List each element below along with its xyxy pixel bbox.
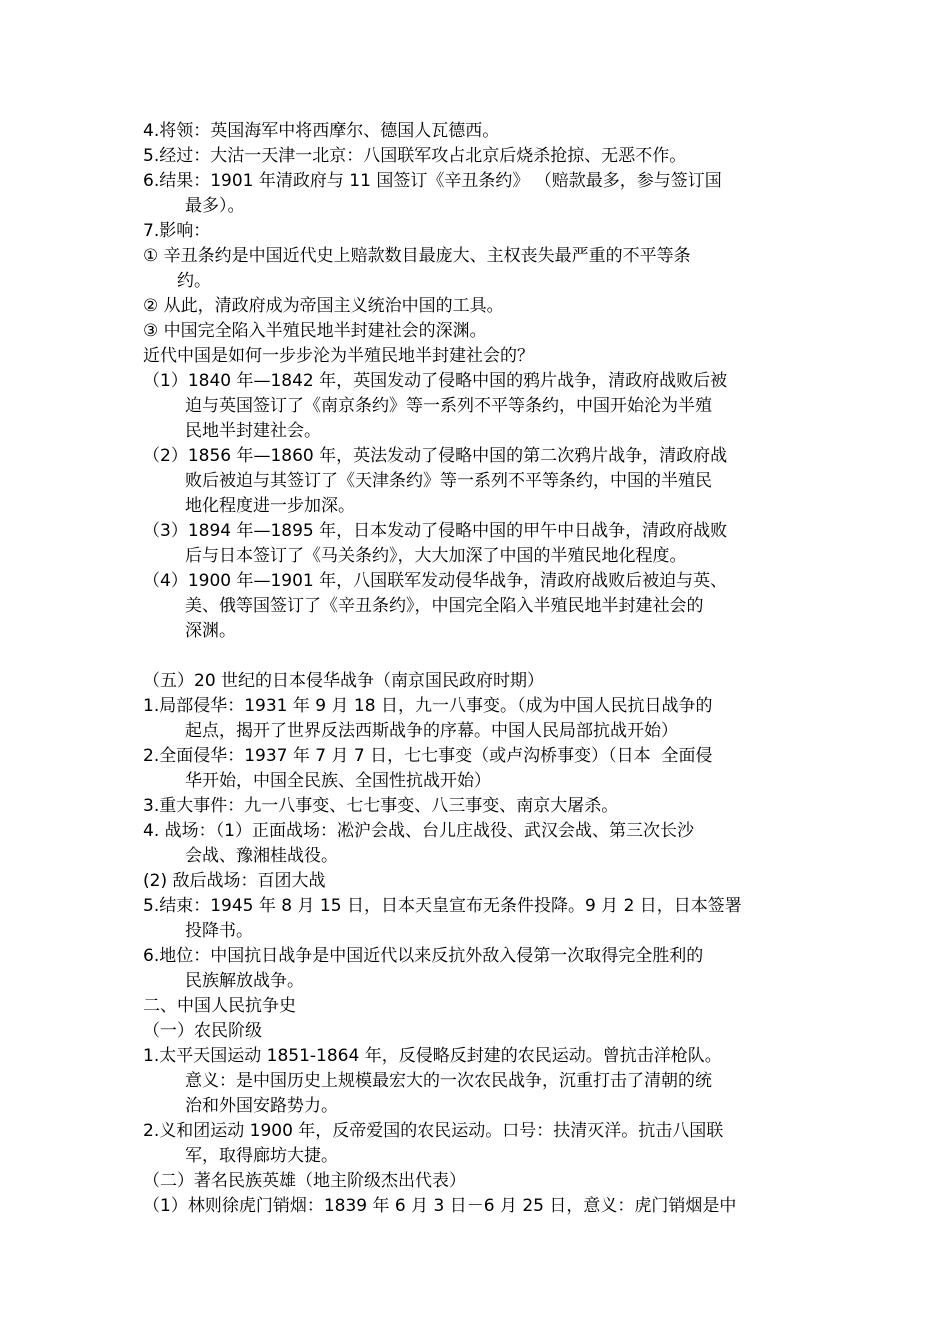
text-line: 军，取得廊坊大捷。 (185, 1146, 338, 1166)
text-line: 迫与英国签订了《南京条约》等一系列不平等条约，中国开始沦为半殖 (185, 396, 712, 416)
text-line: 美、俄等国签订了《辛丑条约》，中国完全陷入半殖民地半封建社会的 (185, 596, 704, 616)
text-line: 2.义和团运动 1900 年，反帝爱国的农民运动。口号：扶清灭洋。抗击八国联 (143, 1121, 724, 1141)
text-line: 投降书。 (185, 921, 253, 941)
text-line: 6.地位：中国抗日战争是中国近代以来反抗外敌入侵第一次取得完全胜利的 (143, 946, 704, 966)
text-line: 7.影响： (143, 221, 211, 241)
text-line: ② 从此，清政府成为帝国主义统治中国的工具。 (143, 296, 504, 316)
text-line: （二）著名民族英雄（地主阶级杰出代表） (143, 1171, 466, 1191)
text-line: 1.局部侵华：1931 年 9 月 18 日，九一八事变。（成为中国人民抗日战争的 (143, 696, 713, 716)
text-line: 后与日本签订了《马关条约》，大大加深了中国的半殖民地化程度。 (185, 546, 687, 566)
text-line: 约。 (177, 271, 211, 291)
text-line: 败后被迫与其签订了《天津条约》等一系列不平等条约，中国的半殖民 (185, 471, 712, 491)
text-line: 治和外国安路势力。 (185, 1096, 338, 1116)
text-line: 起点，揭开了世界反法西斯战争的序幕。中国人民局部抗战开始） (185, 721, 678, 741)
text-line: 二、中国人民抗争史 (143, 996, 296, 1016)
text-line: （4）1900 年—1901 年，八国联军发动侵华战争，清政府战败后被迫与英、 (143, 571, 728, 591)
text-line: （1）林则徐虎门销烟：1839 年 6 月 3 日－6 月 25 日，意义：虎门销烟是中 (143, 1196, 737, 1216)
text-line: 近代中国是如何一步步沦为半殖民地半封建社会的？ (143, 346, 534, 366)
text-line: 1.太平天国运动 1851-1864 年，反侵略反封建的农民运动。曾抗击洋枪队。 (143, 1046, 722, 1066)
text-line: （1）1840 年—1842 年，英国发动了侵略中国的鸦片战争，清政府战败后被 (143, 371, 728, 391)
text-line: 5.经过：大沽一天津一北京：八国联军攻占北京后烧杀抢掠、无恶不作。 (143, 146, 687, 166)
text-line: 意义：是中国历史上规模最宏大的一次农民战争，沉重打击了清朝的统 (185, 1071, 712, 1091)
blank-line (143, 644, 810, 669)
text-line: （五）20 世纪的日本侵华战争（南京国民政府时期） (143, 671, 545, 691)
text-line: ③ 中国完全陷入半殖民地半封建社会的深渊。 (143, 321, 487, 341)
text-line: 4.将领：英国海军中将西摩尔、德国人瓦德西。 (143, 121, 500, 141)
text-line: 民地半封建社会。 (185, 421, 321, 441)
text-line: 4. 战场：（1）正面战场：凇沪会战、台儿庄战役、武汉会战、第三次长沙 (143, 821, 694, 841)
text-line: （3）1894 年—1895 年，日本发动了侵略中国的甲午中日战争，清政府战败 (143, 521, 728, 541)
text-line: 6.结果：1901 年清政府与 11 国签订《辛丑条约》 （赔款最多，参与签订国 (143, 171, 722, 191)
text-line: (2) 敌后战场：百团大战 (143, 871, 326, 891)
text-line: 民族解放战争。 (185, 971, 304, 991)
text-line: 2.全面侵华：1937 年 7 月 7 日，七七事变（或卢沟桥事变）（日本 全面侵 (143, 746, 713, 766)
document-body (143, 119, 810, 1219)
text-line: 3.重大事件：九一八事变、七七事变、八三事变、南京大屠杀。 (143, 796, 619, 816)
text-line: 地化程度进一步加深。 (185, 496, 355, 516)
text-line: ① 辛丑条约是中国近代史上赔款数目最庞大、主权丧失最严重的不平等条 (143, 246, 691, 266)
text-line: 会战、豫湘桂战役。 (185, 846, 338, 866)
text-line: （一）农民阶级 (143, 1021, 262, 1041)
text-line: 深渊。 (185, 621, 236, 641)
text-line: （2）1856 年—1860 年，英法发动了侵略中国的第二次鸦片战争，清政府战 (143, 446, 728, 466)
text-line: 5.结束：1945 年 8 月 15 日，日本天皇宣布无条件投降。9 月 2 日，日本签署 (143, 896, 742, 916)
text-line: 华开始，中国全民族、全国性抗战开始） (185, 771, 491, 791)
text-line: 最多）。 (185, 196, 245, 216)
